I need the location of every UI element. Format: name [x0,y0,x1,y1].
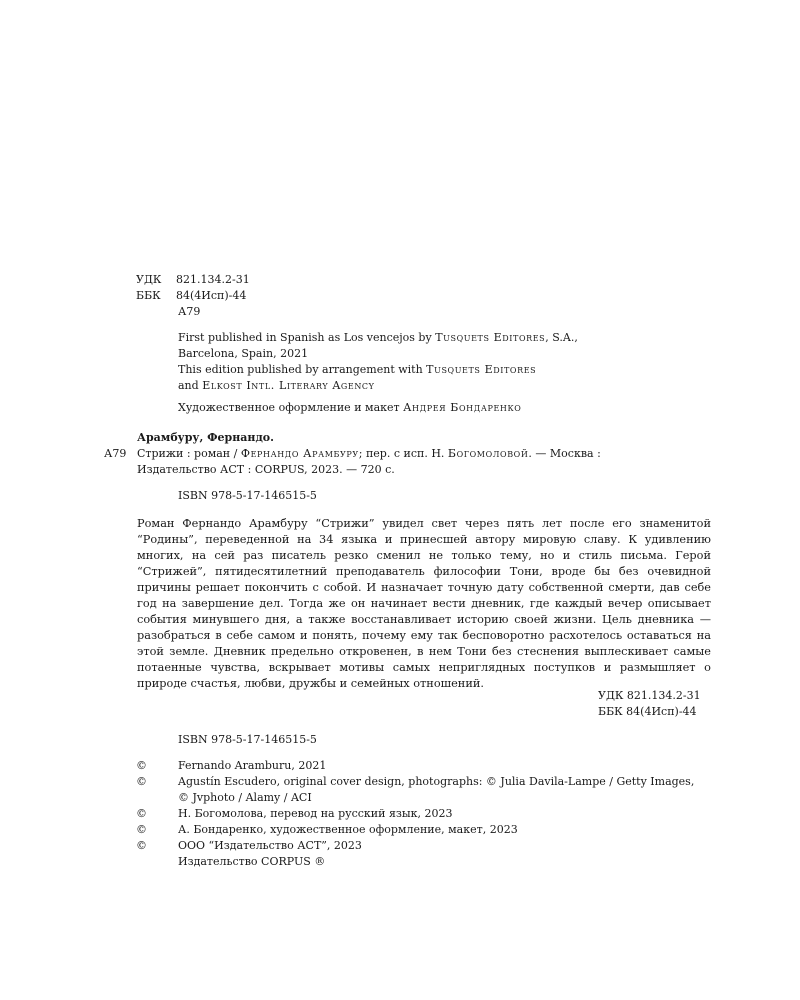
copyright-item: © ООО “Издательство АСТ”, 2023 Издательство CORPUS ® [136,839,362,868]
copyright-symbol: © [136,839,147,852]
copyright-symbol: © [136,759,147,772]
annotation-paragraph: Роман Фернандо Арамбуру “Стрижи” увидел свет через пять лет после его знаменитой “Родины”, переведенной на 34 языка и принесшей автору мировую славу. К удивлению многих, на сей раз писатель резко сменил не только тему, но и стиль письма. Герой “Стрижей”, пятидесятилетний преподаватель философии Тони, вроде бы без очевидной причины решает покончить с собой. И назначает точную дату собственной смерти, дав себе год на завершение дел. Тогда же он начинает вести дневник, где каждый вечер описывает события минувшего дня, а также восстанавливает историю своей жизни. Цель дневника — разобраться в себе самом и понять, почему ему так бесповоротно расхотелось оставаться на этой земле. Дневник предельно откровенен, в нем Тони без стеснения выплескивает самые потаенные чувства, вскрывает мотивы самых неприглядных поступков и размышляет о природе счастья, любви, дружбы и семейных отношений. [137,517,711,690]
copyright-item: © Fernando Aramburu, 2021 [136,759,327,772]
catalog-line-1: Стрижи : роман / Фернандо Арамбуру; пер. с исп. Н. Богомоловой. — Москва : [137,447,601,460]
isbn-top: ISBN 978-5-17-146515-5 [178,489,317,502]
copyright-item: © Н. Богомолова, перевод на русский язык, 2023 [136,807,453,820]
copyright-symbol: © [136,823,147,836]
right-udk: УДК 821.134.2-31 [598,689,701,702]
bbk-label: ББК [136,289,161,302]
copyright-item: © Agustín Escudero, original cover design, photographs: © Julia Davila-Lampe / Getty Images, © Jvphoto / Alamy / ACI [136,775,695,804]
first-published-block [178,330,578,394]
author-sign: А79 [178,305,201,318]
isbn-bottom: ISBN 978-5-17-146515-5 [178,733,317,746]
design-credit: Художественное оформление и макет Андрея Бондаренко [178,401,522,414]
udk-label: УДК [136,273,162,286]
first-published-line-4: and Elkost Intl. Literary Agency [178,379,375,392]
catalog-author-heading: Арамбуру, Фернандо. [137,431,274,444]
first-published-line-1: First published in Spanish as Los vencejos by Tusquets Editores, S.A., [178,331,578,344]
bbk-value: 84(4Исп)-44 [176,289,247,302]
catalog-line-2: Издательство АСТ : CORPUS, 2023. — 720 с. [137,463,395,476]
first-published-line-2: Barcelona, Spain, 2021 [178,347,309,360]
copyright-symbol: © [136,807,147,820]
copyright-symbol: © [136,775,147,788]
copyright-item: © А. Бондаренко, художественное оформление, макет, 2023 [136,823,518,836]
udk-code-row [136,272,250,288]
right-bbk: ББК 84(4Исп)-44 [598,705,697,718]
first-published-line-3: This edition published by arrangement with Tusquets Editores [178,363,537,376]
bbk-code-row [136,288,246,304]
udk-value: 821.134.2-31 [176,273,250,286]
right-codes-block [598,688,701,720]
catalog-sign: А79 [104,447,127,460]
